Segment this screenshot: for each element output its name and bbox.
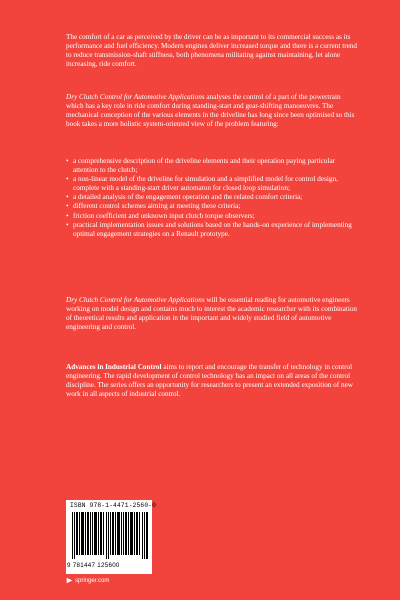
description-paragraph xyxy=(66,93,358,129)
feature-list xyxy=(66,157,358,239)
description-text xyxy=(66,93,358,129)
description-body: analyses the control of a part of the powertrain which has a key role in ride comfort during standing-start and gear-shifting manoeuvres. The mechanical conception of the various elements in the driveline has long since been optimised so this book takes a more holistic system-oriented view of the problem featuring: xyxy=(66,93,355,129)
feature-item: • friction coefficient and unknown input clutch torque observers; xyxy=(66,212,358,221)
series-name-bold: Advances in Industrial Control xyxy=(66,363,162,371)
publisher-link[interactable] xyxy=(66,577,109,584)
series-text xyxy=(66,363,358,399)
series-paragraph xyxy=(66,363,358,399)
series-body: aims to report and encourage the transfer of technology in control engineering. The rapid development of control technology has an impact on all areas of the control discipline. The series offers an opportunity for researchers to present an extended exposition of new work in all aspects of industrial control. xyxy=(66,363,353,399)
publisher-link-text[interactable]: springer.com xyxy=(75,577,110,584)
audience-paragraph xyxy=(66,296,358,332)
intro-text: The comfort of a car as perceived by the driver can be as important to its commercial success as its performance and fuel efficiency. Modern engines deliver increased torque and there is a current trend to reduce transmission-shaft stiffness, both phenomena militating against maintaining, let alone increasing, ride comfort. xyxy=(66,33,357,69)
intro-paragraph xyxy=(66,33,358,69)
audience-text xyxy=(66,296,358,332)
barcode-icon xyxy=(72,512,148,559)
isbn-label: ISBN 978-1-4471-2560-0 xyxy=(70,502,157,509)
feature-item: • a detailed analysis of the engagement operation and the related comfort criteria; xyxy=(66,193,358,202)
book-title-italic: Dry Clutch Control for Automotive Applications xyxy=(66,93,205,101)
feature-item: • different control schemes aiming at meeting these criteria; xyxy=(66,202,358,211)
book-title-italic: Dry Clutch Control for Automotive Applications xyxy=(66,296,205,304)
arrow-right-icon xyxy=(66,577,73,584)
barcode-number: 9 781447 125600 xyxy=(67,562,120,569)
audience-body: will be essential reading for automotive engineers working on model design and contains much to interest the academic researcher with its combination of theoretical results and application in the important and widely studied field of automotive engineering and control. xyxy=(66,296,358,332)
feature-item: • practical implementation issues and solutions based on the hands-on experience of implementing optimal engagement strategies on a Renault prototype. xyxy=(66,221,358,239)
feature-item: • a non-linear model of the driveline for simulation and a simplified model for control design, complete with a standing-start driver automaton for closed loop simulation; xyxy=(66,175,358,193)
isbn-barcode-box xyxy=(66,500,157,574)
feature-item: • a comprehensive description of the driveline elements and their operation paying particular attention to the clutch; xyxy=(66,157,358,175)
